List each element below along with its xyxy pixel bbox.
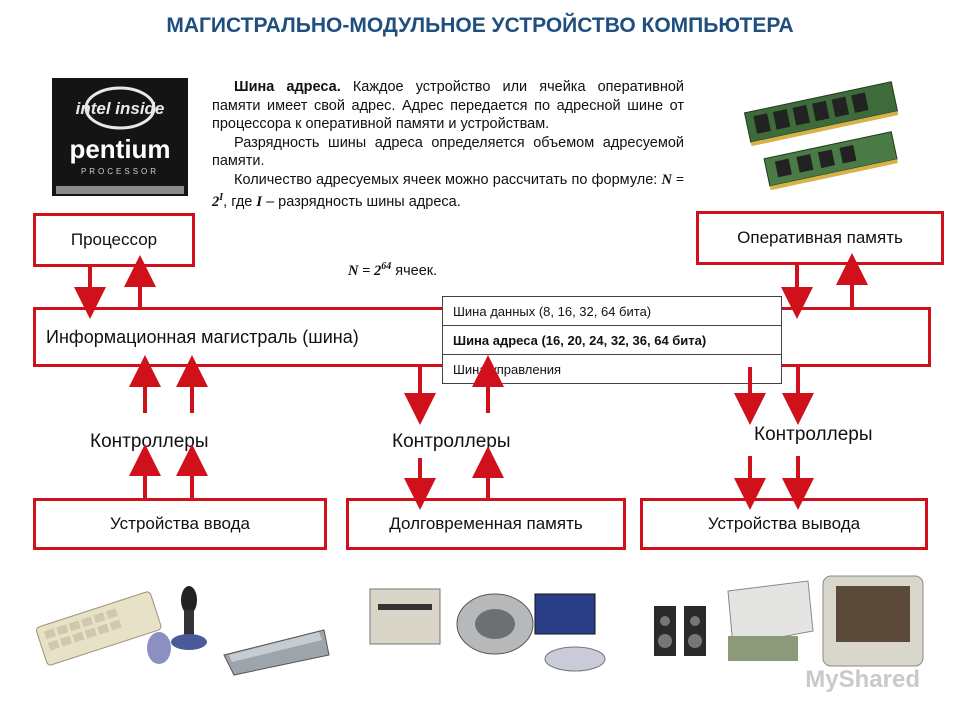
chip-brand-main: pentium bbox=[69, 134, 171, 164]
controllers-label-right: Контроллеры bbox=[754, 424, 873, 445]
formula-lhs: N = 2 bbox=[348, 262, 382, 279]
description-bold-term: Шина адреса. bbox=[234, 79, 341, 95]
storage-devices-image bbox=[360, 574, 630, 684]
description-paragraph-2: Разрядность шины адреса определяется объемом адресуемой памяти. bbox=[212, 134, 684, 169]
description-text-3b: , где bbox=[223, 193, 257, 210]
description-text-1: Каждое устройство или ячейка оперативной памяти имеет свой адрес. Адрес передается по адресной шине от процессора к оперативной памяти и устройствам. bbox=[212, 79, 685, 132]
formula-rest: ячеек. bbox=[391, 262, 438, 279]
ram-label: Оперативная память bbox=[737, 228, 903, 247]
bus-type-control: Шина управления bbox=[453, 361, 562, 377]
processor-label: Процессор bbox=[70, 230, 158, 249]
description-text-3c: – разрядность шины адреса. bbox=[262, 193, 461, 210]
bus-type-data: Шина данных (8, 16, 32, 64 бита) bbox=[443, 297, 781, 326]
controllers-label-left: Контроллеры bbox=[90, 431, 209, 452]
output-devices-label: Устройства вывода bbox=[707, 514, 861, 533]
bus-label: Информационная магистраль (шина) bbox=[46, 326, 359, 347]
storage-label: Долговременная память bbox=[389, 514, 583, 533]
formula-inline-exponent: I bbox=[219, 192, 224, 203]
input-devices-image bbox=[34, 570, 334, 680]
formula-exponent: 64 bbox=[381, 261, 392, 272]
watermark-text: MyShared bbox=[805, 666, 920, 693]
input-devices-label: Устройства ввода bbox=[110, 514, 250, 533]
chip-brand-top: intel inside bbox=[75, 99, 165, 118]
controllers-label-middle: Контроллеры bbox=[392, 431, 511, 452]
description-text-3: Количество адресуемых ячеек можно рассчитать по формуле: bbox=[234, 171, 662, 188]
bus-type-address: Шина адреса (16, 20, 24, 32, 36, 64 бита) bbox=[443, 326, 781, 355]
chip-brand-sub: PROCESSOR bbox=[80, 167, 160, 176]
formula-variable: I bbox=[256, 193, 263, 210]
page-title: МАГИСТРАЛЬНО-МОДУЛЬНОЕ УСТРОЙСТВО КОМПЬЮТЕРА bbox=[166, 14, 794, 37]
formula-inline: N = 2 bbox=[212, 171, 684, 210]
